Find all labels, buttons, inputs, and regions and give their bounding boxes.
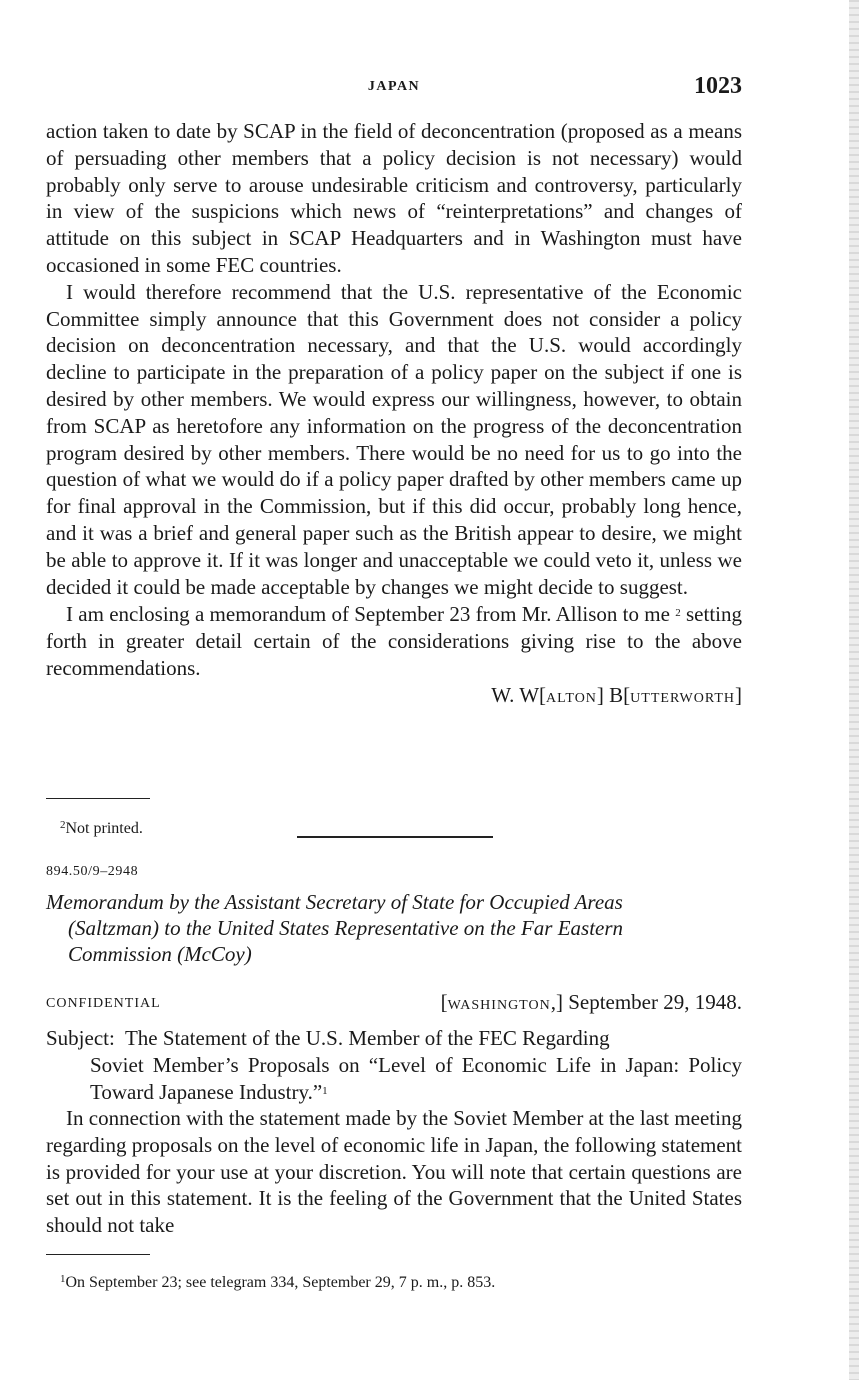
page-edge	[849, 0, 859, 1380]
footnote-2-text: Not printed.	[65, 820, 143, 837]
footnote-rule-top	[46, 798, 150, 799]
paragraph-3	[46, 600, 742, 681]
classification-label: CONFIDENTIAL	[46, 996, 161, 1011]
dateline-open: [	[440, 990, 448, 1014]
classification-line	[46, 990, 742, 1018]
letter-body	[46, 118, 742, 713]
signature	[46, 682, 742, 713]
subject-rest: Soviet Member’s Proposals on “Level of Economic Life in Japan: Policy Toward Japanese Industry.”	[90, 1052, 742, 1104]
subject-continuation	[46, 1052, 742, 1106]
dateline-close: ,] September 29, 1948.	[550, 990, 742, 1014]
footnote-1-mark: 1	[60, 1273, 66, 1285]
subject-line-1	[46, 1025, 742, 1052]
dateline-place: WASHINGTON	[447, 998, 551, 1013]
subject-line-1-text: The Statement of the U.S. Member of the FEC Regarding	[124, 1026, 610, 1050]
page-header	[46, 73, 742, 103]
memorandum-title-line-3: Commission (McCoy)	[68, 942, 252, 966]
memorandum-paragraph: In connection with the statement made by the Soviet Member at the last meeting regarding proposals on the level of economic life in Japan, the following statement is provided for your use at your discretion. You will note that certain questions are set out in this statement. It is the feeling of the Government that the United States should not take	[46, 1106, 742, 1238]
footnote-ref-1: 1	[322, 1085, 328, 1097]
subject-label: Subject:	[46, 1026, 115, 1050]
signature-utterworth: UTTERWORTH	[630, 690, 735, 706]
running-head: JAPAN	[367, 79, 421, 94]
memorandum-title-line-1: Memorandum by the Assistant Secretary of State for Occupied Areas	[46, 890, 623, 914]
footnote-rule-bottom	[46, 1254, 150, 1255]
paragraph-3-text-b: setting forth in greater detail certain of the considerations giving rise to the above recommendations.	[46, 602, 743, 680]
signature-part-1: W. W[	[491, 682, 547, 707]
section-divider	[297, 836, 493, 838]
footnote-2-mark: 2	[60, 819, 66, 831]
signature-part-2: ] B[	[596, 682, 631, 707]
page-number: 1023	[694, 73, 742, 99]
document-number: 894.50/9–2948	[46, 864, 139, 879]
subject-block	[46, 1025, 742, 1106]
paragraph-2: I would therefore recommend that the U.S. representative of the Economic Committee simply announce that this Government does not consider a policy decision on deconcentration necessary, and that the U.S. would accordingly decline to participate in the preparation of a policy paper on the subject if one is desired by other members. We would express our willingness, however, to obtain from SCAP as heretofore any information on the progress of the deconcentration program desired by other members. There would be no need for us to go into the question of what we would do if a policy paper drafted by other members came up for final approval in the Commission, but if this did occur, probably long hence, and it was a brief and general paper such as the British appear to desire, we might be able to approve it. If it was longer and unacceptable we could veto it, unless we decided it could be made acceptable by changes we might decide to suggest.	[46, 279, 742, 599]
memorandum-title-line-2: (Saltzman) to the United States Representative on the Far Eastern	[68, 916, 624, 940]
signature-part-3: ]	[735, 682, 742, 707]
footnote-2	[60, 815, 143, 839]
footnote-ref-2: 2	[675, 607, 681, 620]
paragraph-1: action taken to date by SCAP in the field of deconcentration (proposed as a means of persuading other members that a policy decision is not necessary) would probably only serve to arouse undesirable criticism and controversy, particularly in view of the suspicions which news of “reinterpretations” and changes of attitude on this subject in SCAP Headquarters and in Washington must have occasioned in some FEC countries.	[46, 119, 742, 277]
footnote-1	[60, 1269, 495, 1293]
signature-alton: ALTON	[546, 690, 597, 706]
footnote-1-text: On September 23; see telegram 334, September 29, 7 p. m., p. 853.	[65, 1274, 496, 1291]
memorandum-title	[46, 889, 746, 967]
dateline	[441, 990, 742, 1015]
paragraph-3-text-a: I am enclosing a memorandum of September 23 from Mr. Allison to me	[66, 602, 670, 627]
memorandum-body	[46, 1105, 742, 1239]
